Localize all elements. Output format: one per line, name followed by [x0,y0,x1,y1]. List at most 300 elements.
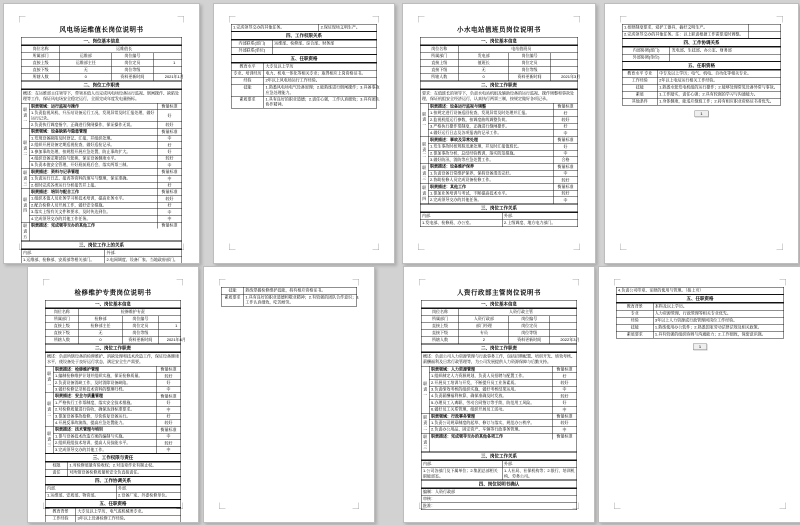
duty-label: 职责三 [46,427,54,453]
table-cell [670,55,787,62]
table-cell: 经验 [630,318,639,323]
duty-item-text: 3.参加设备事故抢修，尽快恢复设备运行。 [55,413,131,419]
margin-corner-mark-icon [178,16,185,23]
table-cell: 内部. [422,213,432,218]
rating-header: 衡量标准 [157,129,182,135]
duty-item-text: 3.参加事故处理，按规程开展应急处置，防止事故扩大。 [31,149,131,154]
table-cell [153,67,195,74]
document-title: 检修维护专责岗位说明书 [74,288,152,296]
rating-cell: 好 [156,413,181,419]
duty-label: 职责二 [46,393,54,426]
duty-item-text: 1.按规定进行设备巡回检查，发现异常及时处理并汇报。 [430,110,530,116]
duty-item-text: 3.严格执行操作票制度，正确进行倒闸操作。 [430,124,510,129]
rating-header: 衡量标准 [553,103,578,109]
table-cell: 其他条件 [631,99,648,104]
table-row [617,288,784,295]
rating-cell: 较好 [157,122,182,128]
table-cell: 1.完成领导交办的其他任务。 [233,25,285,30]
table-cell: 大专及以上学历 [264,64,384,71]
duty-rows [54,366,181,392]
duty-rows [30,103,182,128]
duty-item-row [430,379,577,386]
form-table [221,287,360,306]
section-header: 二、岗位工作职责 [422,344,577,353]
duty-item-text: 1.负责运行日志、报表等资料的填写与整理，保证准确。 [31,176,131,181]
margin-corner-mark-icon [43,279,50,286]
table-row [46,330,181,337]
margin-corner-mark-icon [780,503,787,510]
table-cell: 岗位编号 [509,53,550,60]
page-3[interactable] [402,3,596,264]
table-cell: 素质要求 [626,332,643,337]
duty-item-row [30,162,182,169]
table-cell: 0 [60,74,112,81]
table-row [421,74,581,81]
summary-paragraph: 概述：在运维部主任领导下，带领本值人员完成风电场设备运行监视、倒闸操作、缺陷处理等工作，保证风电场安全稳定运行，全面完成年度发电量指标。 [22,90,182,103]
rating-cell: 好 [157,142,182,148]
table-row [232,96,380,108]
duty-item-text: 2.协助检修人员完成设备检修工作。 [430,177,494,183]
table-cell [158,316,194,323]
duty-item-row [430,406,577,413]
duty-item-text: 5.负责本值安全管理，开好班前班后会，落实两票三制。 [31,162,131,168]
margin-corner-mark-icon [573,279,580,286]
rating-cell: 好 [552,400,577,406]
page-7[interactable] [403,266,595,523]
form-table [45,300,186,523]
section-header: 五、任职资格 [232,54,377,63]
duty-rows [30,169,182,189]
duty-rows [54,427,181,453]
table-row [46,492,181,499]
table-cell: 熟练掌握检修维护技能，持有相应资格证书。 [243,288,363,295]
table-cell: 2.上级调度、地方电力部门。 [502,220,584,227]
rating-header: 衡量标准 [552,366,577,372]
table-cell: 本科及以上学历。 [653,304,790,311]
page-number-box[interactable]: 1 [693,344,707,351]
duty-block [22,188,182,221]
summary-paragraph: 概述：负责所辖设备的检修维护、消缺处理和技术改造工作，保证设备健康水平，使设备处于良好运行状态，满足安全生产需要。 [47,354,179,365]
table-cell: 经验 [243,78,252,83]
duty-item-row [429,157,578,164]
table-cell: 直接下级 [432,330,449,336]
table-cell: 资料更新时间 [509,337,550,344]
duty-label: 职责二 [422,413,430,433]
table-cell: 发电部 [458,53,509,60]
table-row [22,250,182,257]
table-cell: 2 [459,337,509,344]
table-cell: 素质 [635,92,644,97]
section-header: 四、工作权限关系 [232,31,377,40]
table-cell: 外部联系(单位) [238,48,266,53]
table-cell: 检修部主任 [78,323,122,330]
section-header: 五、任职资格 [623,61,781,70]
duty-item-row [430,373,577,380]
duty-rows [429,164,578,184]
duty-item-row [30,110,182,122]
duty-item-row [430,420,577,427]
table-cell [549,330,590,337]
duty-rows [30,129,182,169]
rating-cell: 好 [157,149,182,155]
table-row [623,98,781,105]
duty-item-row [429,130,578,137]
table-cell: 岗位名称 [432,309,449,315]
duty-description: 职责描述：培训与配合工作 [31,189,79,194]
document-title: 小水电站值班员岗位说明书 [456,25,541,33]
duty-item-row [30,195,182,202]
table-cell: 2021年1月 [153,74,195,81]
rating-cell: 好 [553,144,578,150]
duty-block [22,128,182,168]
table-cell: 部门经理 [459,323,509,330]
page-sheet [605,4,798,263]
page-sheet [403,4,595,263]
table-row [623,77,781,84]
page-sheet [404,267,594,522]
rating-cell: 中 [156,387,181,393]
duty-item-text: 2.负责执行调度指令，正确进行倒闸操作，保证操作无误。 [31,122,135,128]
section-header: 一、岗位基本信息 [422,301,577,309]
duty-item-text: 1.负责监视风机、升压站设备运行工况，发现异常及时汇报处理，做好运行记录。 [31,110,155,121]
table-cell: 岗位等级 [509,330,550,337]
table-cell: 运维部 [60,53,112,60]
duty-description: 职责描述：其他工作 [430,184,466,189]
duty-item-text: 1.负责设备日常维护保养，保持设备清洁完好。 [430,170,514,176]
duty-item-text: 2.参加事故分析，总结经验教训，落实防范措施。 [430,150,518,156]
duty-item-text: 3.做好检修记录和技术资料的整理归档。 [55,387,127,392]
margin-corner-mark-icon [777,244,784,251]
page-content [231,24,380,110]
table-cell: 2021年3月 [550,74,591,81]
document-title: 风电场运维值长岗位说明书 [59,25,144,33]
table-cell: 教育水平 专业 [627,71,653,76]
rating-cell: 中 [553,150,578,156]
table-row [623,84,781,91]
section-header: 二、岗位工作职责 [46,344,181,353]
section-header: 三、岗位工作关系 [421,203,578,212]
duty-item-text: 5.办理员工入离职、劳动合同签订等手续，防范用工风险。 [431,400,535,405]
duty-item-text: 1.参加业务培训与考试，不断提高技术水平。 [430,190,510,196]
table-cell: 外部. [116,486,187,493]
table-row [617,324,784,331]
duty-item-text: 2.负责设备消缺工作，及时消除设备缺陷。 [55,380,131,385]
table-cell: 资料更新时间 [122,337,158,344]
duty-description: 职责描述：资料与记录管理 [31,169,79,174]
table-cell: 2年以上电站运行相关工作经验。 [657,78,787,85]
rating-cell: 中 [553,170,578,176]
page-5[interactable] [27,266,199,523]
table-cell: 1.按照制度要求，爱护工器具，搞好文明生产。 [624,25,708,30]
section-header: 一、岗位基本信息 [22,38,182,46]
page-6[interactable] [203,266,375,523]
table-cell: 2021年6月 [158,337,194,344]
table-cell: 3年以上设备检修工作经验。 [76,516,188,523]
rating-cell: 较好 [552,380,577,386]
section-header: 二、岗位工作职责 [22,81,182,90]
rating-cell: 较好 [156,440,181,446]
rating-cell: 好 [156,380,181,386]
table-cell: 1.运维部、检修部、安质部等相关部门。 [23,257,95,263]
duty-description: 职责领域：人力资源管理 [431,366,475,372]
rating-cell: 中 [157,216,182,222]
table-cell: 人资行政主管 [459,309,583,316]
duty-item-row [429,143,578,150]
duty-item-text: 4.开展反事故演练，提高应急处置能力。 [55,420,127,425]
section-header: 四、工作协调关系 [623,38,781,47]
rating-cell: 中 [552,387,577,393]
duty-description: 职责描述：安全与质量管理 [55,393,103,399]
margin-corner-mark-icon [614,503,621,510]
duty-item-row [54,379,181,386]
table-cell: 内部协调(部门) [632,48,660,53]
table-cell: 直接上级 [431,60,448,66]
duty-item-row [54,433,181,440]
table-row [623,25,781,32]
duty-item-row [54,399,181,406]
rating-header: 衡量标准 [552,413,577,419]
margin-corner-mark-icon [229,16,236,23]
page-sheet [28,267,198,522]
table-cell: 内部. [23,250,33,256]
duty-block [421,103,578,136]
table-cell [550,53,591,60]
table-cell: 所属部门 [432,316,449,322]
rating-cell: 好 [157,110,182,121]
page-sheet [214,4,394,263]
duty-label: 职责二 [421,137,429,163]
duty-description: 职责描述：检修维护管理 [55,366,99,372]
duty-item-text: 6.做好员工关系管理，组织开展员工活动。 [431,407,507,412]
section-header: 三、岗位工作关系 [422,452,577,461]
margin-corner-mark-icon [353,503,360,510]
rating-cell: 好 [157,202,182,208]
duty-item-row [30,175,182,182]
table-cell: 内部. [47,486,57,491]
table-cell: 无 [60,67,112,74]
table-cell: 技能 [243,85,252,90]
table-cell: 1.熟悉水轮发电机组的运行操作；2.能够处理常见设备异常与事故。 [657,85,787,92]
duty-item-row [430,399,577,406]
margin-corner-mark-icon [418,244,425,251]
table-cell: 编制：人资行政部 [423,489,455,495]
margin-corner-mark-icon [620,16,627,23]
duty-label: 职责一 [46,366,54,392]
duty-item-text: 3.负责绩效考核的组织实施，做好考核结果运用。 [431,387,519,392]
section-header: 二、岗位工作职责 [421,81,578,90]
table-cell: 运维部主任 [60,60,112,67]
rating-cell: 好 [553,124,578,130]
duty-description: 职责描述：完成领导交办的其他工作 [31,222,95,228]
page-sheet [599,267,800,522]
table-cell: 岗位等级 [122,330,158,337]
duty-block [46,366,181,393]
form-table [231,24,380,108]
table-row [421,60,578,67]
duty-item-row [54,386,181,393]
duty-label: 职责五 [22,222,30,240]
table-cell: 大专及以上学历，电气或机械类专业。 [76,509,188,516]
table-row [422,330,577,337]
rating-cell: 好 [156,400,181,406]
rating-cell: 好 [552,373,577,379]
rating-cell: 好 [553,110,578,116]
table-row [421,46,578,53]
page-4[interactable] [604,3,799,264]
table-cell: 运维部、检修部、综合部、财务部 [272,41,383,48]
table-row [617,331,784,338]
table-row [22,74,182,81]
table-row [421,53,578,60]
duty-item-text: 1.发现设备缺陷及时登记、汇报，并组织处理。 [31,135,115,141]
duty-block [422,413,577,433]
table-cell: 2.电网调度、设备厂家、当地政府部门。 [105,257,189,264]
margin-corner-mark-icon [177,279,184,286]
duty-item-text: 2.配合检修人员开展工作，做好安全措施。 [31,202,107,208]
table-cell: 内部联系(部门) [238,41,266,46]
margin-corner-mark-icon [19,16,26,23]
rating-cell: 较好 [553,190,578,196]
page-content [421,287,580,512]
table-row [232,63,377,70]
rating-header: 衡量标准 [553,184,578,190]
rating-cell: 较好 [553,117,578,123]
table-cell [550,67,591,74]
table-row [232,84,380,96]
table-cell: 1.熟悉风电场电气设备原理；2.能熟练进行倒闸操作；3.具备事故应急处理能力。 [264,85,384,96]
table-row [617,310,784,317]
duty-item-row [54,413,181,420]
duty-item-row [30,122,182,129]
table-cell [158,330,194,337]
duty-description: 职责领域：行政事务管理 [431,413,475,419]
duty-item-text: 2.监视机组运行参数，按调度曲线调整负荷。 [430,117,510,122]
table-cell: 素质要求 [239,97,256,102]
table-cell: 1.公司各部门及下属单位；2.集团总部相关职能部室。 [423,468,498,479]
duty-item-row [54,440,181,447]
duty-rows [430,413,577,433]
table-cell: 直接上级 [53,323,70,329]
duty-item-row [429,190,578,197]
duty-item-row [30,148,182,155]
duty-item-row [54,420,181,427]
table-row [422,468,577,480]
table-cell: 人资行政部 [459,316,509,323]
table-cell: 所属部门 [431,53,448,59]
margin-corner-mark-icon [620,244,627,251]
page-8[interactable] [598,266,800,523]
table-cell: 值班长 [458,60,509,67]
rating-header: 衡量标准 [553,164,578,170]
table-row [232,25,377,32]
table-row [232,40,377,47]
table-cell: 0 [78,337,122,344]
duty-item-row [429,177,578,184]
duty-description: 职责领域：设备缺陷与隐患管理 [31,129,87,134]
rating-header: 衡量标准 [157,189,182,195]
duty-item-text: 1.参与设备技术改造方案的编制与实施。 [55,433,127,439]
rating-header: 衡量标准 [156,393,181,399]
duty-item-text: 1.严格执行工作票制度，落实安全技术措施。 [55,400,135,405]
rating-cell: 中 [157,176,182,182]
table-row [422,503,577,510]
table-cell: 工作经验 [631,78,648,83]
table-cell: 所辖人数 [32,74,49,80]
table-cell: 专业 [630,311,639,316]
table-row [46,485,181,492]
duty-item-text: 4.做好运行日志及各项报表的记录工作。 [430,130,502,136]
table-cell: 1.具有较强的组织协调与沟通能力；2.工作细致，保密意识强。 [653,332,790,339]
section-header: 四、岗位说明书确认 [422,480,577,489]
table-row [232,70,377,77]
page-number-box[interactable]: 1 [695,111,709,118]
document-title: 人资行政部主管岗位说明书 [456,288,541,296]
margin-corner-mark-icon [353,279,360,286]
form-table [622,24,781,106]
page-content [420,24,581,229]
duty-rows [429,184,578,204]
table-row [232,77,377,84]
rating-cell: 中 [156,433,181,439]
table-cell: 批准： [423,503,435,509]
duty-item-row [54,373,181,380]
summary-paragraph: 概述：负责公司人力资源管理与行政事务工作，包括招聘配置、培训开发、绩效考核、薪酬福利及日常行政管理等，为公司发展提供人力资源保障与后勤支持。 [423,354,575,365]
duty-label: 职责一 [421,103,429,136]
duty-label: 职责三 [421,164,429,184]
duty-item-row [30,135,182,142]
table-cell: 检修部 [78,316,122,323]
section-header: 三、岗位工作上的关系 [22,241,182,250]
table-cell: 1.具有良好的职业道德；2.责任心强，工作认真细致；3.具有团队协作精神。 [264,97,384,108]
table-cell: 1.工作踏实，责任心强；2.具有较强的学习与沟通能力。 [657,92,787,99]
table-cell: 运维值长 [60,46,188,53]
table-row [421,212,578,219]
duty-description: 职责描述：技术管理与培训 [55,427,103,432]
duty-rows [430,366,577,412]
duty-item-text: 4.组织设备定期试验与轮换，保证设备健康水平。 [31,156,119,161]
duty-item-text: 2.组织班组技术培训，提高人员技能水平。 [55,440,131,446]
duty-item-row [429,150,578,157]
duty-block [422,433,577,452]
table-cell: 1 [153,60,195,67]
page-sheet [204,267,374,522]
table-cell: 1.对检修质量有验收权；2.对违章作业有制止权。 [67,463,187,470]
table-row [22,46,182,53]
duty-item-text: 1.编制检修维护计划并组织实施，保证检修质量。 [55,373,143,379]
duty-item-row [54,446,181,453]
table-cell: 中专及以上学历；电气、机电、自动化等相关专业。 [657,71,787,78]
table-cell: 岗位编号 [111,53,153,60]
rating-cell: 较好 [552,393,577,399]
duty-block [421,163,578,183]
table-cell: 岗位编号 [509,316,550,323]
page-content [616,287,784,350]
duty-item-text: 1.发生事故时按规程迅速处理，并及时汇报值班长。 [430,144,522,149]
table-cell: 岗位名称 [53,309,70,315]
table-row [617,303,784,310]
margin-corner-mark-icon [219,279,226,286]
section-header: 五、任职资格 [46,499,181,508]
summary-paragraph: 要求：在值班长的领导下，负责水电站机组及辅助设备的运行监视、操作调整和事故处理，保证机组安全经济运行，认真执行两票三制，按规定做好各项记录。 [421,90,578,103]
table-cell: 外部协调(单位) [632,55,660,60]
rating-cell: 合格 [553,157,578,163]
duty-item-text: 2.开展员工培训与开发，不断提升员工业务素质。 [431,380,519,385]
page-1[interactable] [3,3,200,264]
duty-rows [429,137,578,163]
table-cell: 1.发电部、检修班、办公室。 [422,220,474,225]
page-2[interactable] [213,3,395,264]
page-content [21,24,182,264]
